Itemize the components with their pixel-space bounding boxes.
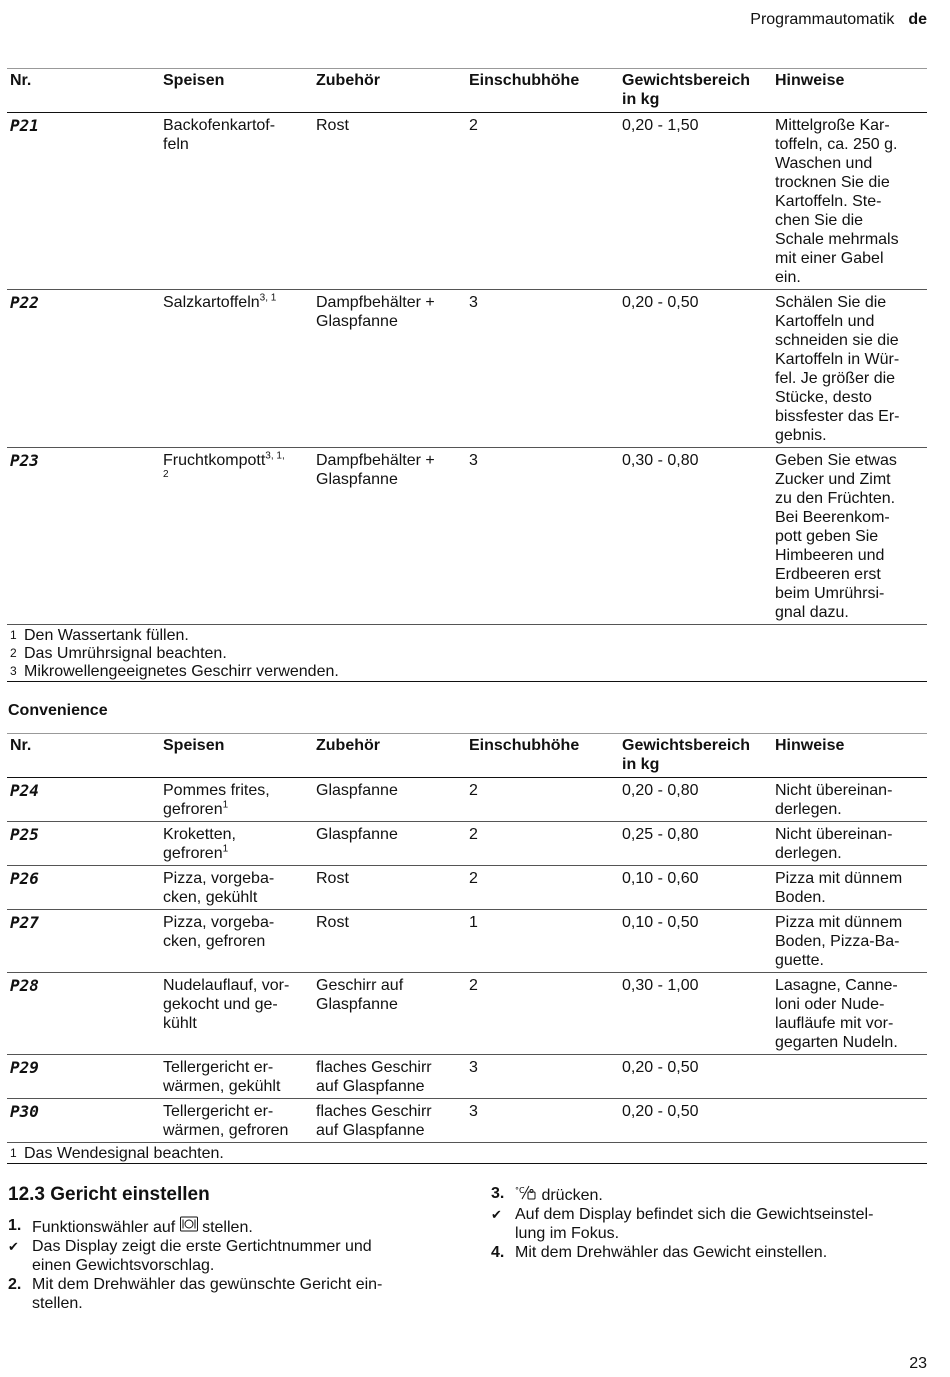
nr-cell: P27 — [7, 910, 160, 973]
level-cell: 3 — [466, 448, 619, 625]
accessory-cell: Rost — [313, 866, 466, 910]
dish-cell: Pizza, vorgeba- cken, gefroren — [160, 910, 313, 973]
weight-cell: 0,20 - 0,50 — [619, 1099, 772, 1143]
note-cell: Nicht übereinan- derlegen. — [772, 778, 927, 822]
table-row — [7, 1099, 927, 1143]
check-icon: ✔ — [491, 1207, 502, 1222]
weight-cell: 0,10 - 0,60 — [619, 866, 772, 910]
step-text-part: Mit dem Drehwähler das Gewicht einstellen. — [515, 1244, 828, 1261]
step-text-part: Auf dem Display befindet sich die Gewichtseinstel- lung im Fokus. — [515, 1206, 874, 1242]
check-icon: ✔ — [8, 1239, 19, 1254]
footnote-number: 3 — [10, 664, 17, 678]
dish-cell: Fruchtkompott$^{3, 1,}$ $^2$ — [160, 448, 313, 625]
table-row — [7, 778, 927, 822]
step-number: 4. — [491, 1244, 505, 1261]
nr-cell: P24 — [7, 778, 160, 822]
running-header — [750, 10, 927, 29]
level-cell: 2 — [466, 822, 619, 866]
page-number: 23 — [909, 1355, 927, 1372]
accessory-cell: Dampfbehälter + Glaspfanne — [313, 290, 466, 448]
program-icon — [180, 1216, 198, 1237]
column-header: Einschubhöhe — [466, 69, 619, 113]
accessory-cell: Glaspfanne — [313, 822, 466, 866]
step-text-part: drücken. — [537, 1187, 603, 1204]
table-row — [7, 113, 927, 290]
dish-cell: Salzkartoffeln$^{3, 1}$ — [160, 290, 313, 448]
dish-cell: Tellergericht er- wärmen, gefroren — [160, 1099, 313, 1143]
weight-cell: 0,25 - 0,80 — [619, 822, 772, 866]
level-cell: 3 — [466, 1099, 619, 1143]
weight-cell: 0,30 - 1,00 — [619, 973, 772, 1055]
program-table-1 — [7, 68, 927, 682]
weight-cell: 0,20 - 0,50 — [619, 290, 772, 448]
footnote — [10, 1145, 924, 1163]
level-cell: 3 — [466, 290, 619, 448]
step-text-part: Mit dem Drehwähler das gewünschte Gericht ein- stellen. — [32, 1276, 383, 1312]
level-cell: 2 — [466, 113, 619, 290]
nr-cell: P28 — [7, 973, 160, 1055]
program-table-2 — [7, 733, 927, 1164]
footnote — [10, 645, 924, 663]
accessory-cell: flaches Geschirr auf Glaspfanne — [313, 1055, 466, 1099]
step-text-part: Das Display zeigt die erste Gertichtnummer und einen Gewichtsvorschlag. — [32, 1238, 372, 1274]
level-cell: 3 — [466, 1055, 619, 1099]
footnote-ref: 3, 1, — [265, 450, 285, 462]
footnote-ref: 1 — [222, 843, 229, 855]
nr-cell: P23 — [7, 448, 160, 625]
step-item — [491, 1184, 916, 1205]
column-header: Speisen — [160, 69, 313, 113]
dish-cell: Nudelauflauf, vor- gekocht und ge- kühlt — [160, 973, 313, 1055]
table-row — [7, 866, 927, 910]
weight-cell: 0,20 - 0,50 — [619, 1055, 772, 1099]
footnote-text: Mikrowellengeeignetes Geschirr verwenden. — [24, 663, 339, 680]
step-number: 1. — [8, 1217, 22, 1234]
footnote-row — [7, 625, 927, 682]
note-cell — [772, 1099, 927, 1143]
level-cell: 2 — [466, 866, 619, 910]
dish-cell: Kroketten, gefroren$^1$ — [160, 822, 313, 866]
note-cell: Schälen Sie die Kartoffeln und schneiden sie die Kartoffeln in Wür- fel. Je größer die Stücke, desto bissfester das Er- gebnis. — [772, 290, 927, 448]
steps-right — [491, 1184, 916, 1262]
svg-text:°C: °C — [515, 1186, 525, 1195]
footnote-text: Das Wendesignal beachten. — [24, 1145, 224, 1162]
temp-weight-icon — [515, 1184, 537, 1205]
dish-cell: Pommes frites, gefroren$^1$ — [160, 778, 313, 822]
table-header-row — [7, 734, 927, 778]
header-lang: de — [908, 11, 927, 28]
footnotes-cell — [7, 625, 927, 682]
table-row — [7, 290, 927, 448]
weight-cell: 0,10 - 0,50 — [619, 910, 772, 973]
nr-cell: P22 — [7, 290, 160, 448]
note-cell: Mittelgroße Kar- toffeln, ca. 250 g. Waschen und trocknen Sie die Kartoffeln. Ste- chen Sie die Schale mehrmals mit einer Gabel ein. — [772, 113, 927, 290]
step-text-part: Funktionswähler auf — [32, 1219, 180, 1236]
column-header: Zubehör — [313, 69, 466, 113]
accessory-cell: Rost — [313, 910, 466, 973]
note-cell — [772, 1055, 927, 1099]
footnote-text: Das Umrührsignal beachten. — [24, 645, 227, 662]
nr-cell: P29 — [7, 1055, 160, 1099]
accessory-cell: Rost — [313, 113, 466, 290]
level-cell: 2 — [466, 778, 619, 822]
step-text — [32, 1216, 253, 1237]
footnote — [10, 663, 924, 681]
step-item — [8, 1237, 428, 1275]
weight-cell: 0,20 - 1,50 — [619, 113, 772, 290]
table-row — [7, 910, 927, 973]
column-header: Gewichtsbereich in kg — [619, 69, 772, 113]
nr-cell: P26 — [7, 866, 160, 910]
note-cell: Pizza mit dünnem Boden, Pizza-Ba- guette. — [772, 910, 927, 973]
nr-cell: P21 — [7, 113, 160, 290]
column-header: Nr. — [7, 69, 160, 113]
step-item — [491, 1205, 916, 1243]
dish-cell: Backofenkartof- feln — [160, 113, 313, 290]
note-cell: Lasagne, Canne- loni oder Nude- laufläufe mit vor- gegarten Nudeln. — [772, 973, 927, 1055]
footnote-ref-cont: 2 — [163, 469, 169, 480]
footnotes-cell — [7, 1143, 927, 1164]
note-cell: Nicht übereinan- derlegen. — [772, 822, 927, 866]
dish-cell: Tellergericht er- wärmen, gekühlt — [160, 1055, 313, 1099]
column-header: Gewichtsbereich in kg — [619, 734, 772, 778]
footnote-number: 2 — [10, 646, 17, 660]
accessory-cell: Geschirr auf Glaspfanne — [313, 973, 466, 1055]
column-header: Zubehör — [313, 734, 466, 778]
table-row — [7, 448, 927, 625]
step-text — [515, 1184, 603, 1205]
step-text — [515, 1243, 827, 1262]
note-cell: Pizza mit dünnem Boden. — [772, 866, 927, 910]
footnote-row — [7, 1143, 927, 1164]
accessory-cell: Dampfbehälter + Glaspfanne — [313, 448, 466, 625]
step-text — [32, 1275, 382, 1313]
weight-cell: 0,20 - 0,80 — [619, 778, 772, 822]
dish-cell: Pizza, vorgeba- cken, gekühlt — [160, 866, 313, 910]
level-cell: 2 — [466, 973, 619, 1055]
accessory-cell: Glaspfanne — [313, 778, 466, 822]
footnote-number: 1 — [10, 628, 17, 642]
weight-cell: 0,30 - 0,80 — [619, 448, 772, 625]
table-row — [7, 1055, 927, 1099]
column-header: Speisen — [160, 734, 313, 778]
column-header: Hinweise — [772, 69, 927, 113]
nr-cell: P25 — [7, 822, 160, 866]
accessory-cell: flaches Geschirr auf Glaspfanne — [313, 1099, 466, 1143]
step-text-part: stellen. — [197, 1219, 253, 1236]
note-cell: Geben Sie etwas Zucker und Zimt zu den Früchten. Bei Beerenkom- pott geben Sie Himbeeren und Erdbeeren erst beim Umrührsi- gnal dazu. — [772, 448, 927, 625]
steps-left — [8, 1216, 428, 1313]
footnote-ref: 3, 1 — [259, 292, 277, 304]
footnote-text: Den Wassertank füllen. — [24, 627, 189, 644]
column-header: Hinweise — [772, 734, 927, 778]
step-item — [8, 1216, 428, 1237]
step-text — [32, 1237, 372, 1275]
table-row — [7, 973, 927, 1055]
column-header: Nr. — [7, 734, 160, 778]
convenience-title: Convenience — [8, 702, 108, 719]
header-section: Programmautomatik — [750, 11, 895, 28]
footnote-ref: 1 — [222, 799, 229, 811]
step-number: 2. — [8, 1276, 22, 1293]
table-header-row — [7, 69, 927, 113]
section-heading: 12.3 Gericht einstellen — [8, 1184, 210, 1205]
step-item — [8, 1275, 428, 1313]
step-item — [491, 1243, 916, 1262]
nr-cell: P30 — [7, 1099, 160, 1143]
step-number: 3. — [491, 1185, 505, 1202]
table-row — [7, 822, 927, 866]
level-cell: 1 — [466, 910, 619, 973]
step-text — [515, 1205, 873, 1243]
column-header: Einschubhöhe — [466, 734, 619, 778]
footnote-number: 1 — [10, 1146, 17, 1160]
footnote — [10, 627, 924, 645]
